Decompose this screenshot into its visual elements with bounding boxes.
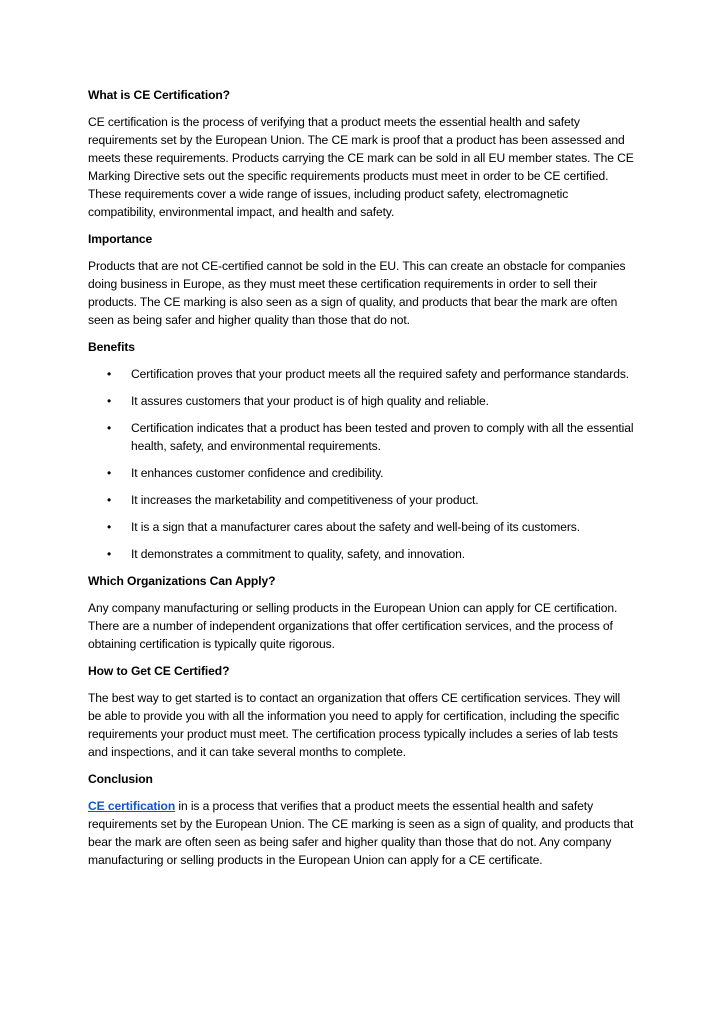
heading-which-organizations-can-apply: Which Organizations Can Apply? bbox=[88, 574, 276, 588]
list-item bbox=[88, 464, 636, 482]
bullet-icon: • bbox=[107, 547, 112, 561]
ce-certification-link[interactable]: CE certification bbox=[88, 799, 176, 813]
paragraph-conclusion bbox=[88, 797, 636, 869]
paragraph-what-is-ce-certification: CE certification is the process of verifying that a product meets the essential health and safety requirements set by the European Union. The CE mark is proof that a product has been assessed and meets these requirements. Products carrying the CE mark can be sold in all EU member states. The CE Marking Directive sets out the specific requirements products must meet in order to be CE certified. These requirements cover a wide range of issues, including product safety, electromagnetic compatibility, environmental impact, and health and safety. bbox=[88, 115, 634, 219]
list-item-text: It assures customers that your product is of high quality and reliable. bbox=[131, 394, 489, 408]
list-item bbox=[88, 365, 636, 383]
paragraph-how-to-get-ce-certified: The best way to get started is to contact an organization that offers CE certification services. They will be able to provide you with all the information you need to apply for certification, including the specific requirements your product must meet. The certification process typically includes a series of lab tests and inspections, and it can take several months to complete. bbox=[88, 691, 621, 759]
heading-how-to-get-ce-certified: How to Get CE Certified? bbox=[88, 664, 230, 678]
bullet-icon: • bbox=[107, 520, 112, 534]
list-item-text: It enhances customer confidence and credibility. bbox=[131, 466, 384, 480]
heading-conclusion: Conclusion bbox=[88, 772, 153, 786]
benefits-list bbox=[88, 365, 636, 563]
conclusion-text: in is a process that verifies that a product meets the essential health and safety requirements set by the European Union. The CE marking is seen as a sign of quality, and products that bear the mark are often seen as being safer and higher quality than those that do not. Any company manufacturing or selling products in the European Union can apply for a CE certificate. bbox=[88, 799, 634, 867]
heading-importance: Importance bbox=[88, 232, 153, 246]
bullet-icon: • bbox=[107, 367, 112, 381]
list-item bbox=[88, 419, 636, 455]
bullet-icon: • bbox=[107, 466, 112, 480]
list-item bbox=[88, 491, 636, 509]
heading-benefits: Benefits bbox=[88, 340, 135, 354]
bullet-icon: • bbox=[107, 394, 112, 408]
heading-what-is-ce-certification: What is CE Certification? bbox=[88, 88, 230, 102]
list-item-text: It increases the marketability and competitiveness of your product. bbox=[131, 493, 479, 507]
paragraph-which-organizations-can-apply: Any company manufacturing or selling products in the European Union can apply for CE certification. There are a number of independent organizations that offer certification services, and the process of obtaining certification is typically quite rigorous. bbox=[88, 601, 618, 651]
paragraph-importance: Products that are not CE-certified cannot be sold in the EU. This can create an obstacle for companies doing business in Europe, as they must meet these certification requirements in order to sell their products. The CE marking is also seen as a sign of quality, and products that bear the mark are often seen as being safer and higher quality than those that do not. bbox=[88, 259, 626, 327]
list-item-text: It demonstrates a commitment to quality, safety, and innovation. bbox=[131, 547, 465, 561]
list-item bbox=[88, 392, 636, 410]
list-item bbox=[88, 545, 636, 563]
list-item-text: Certification indicates that a product has been tested and proven to comply with all the essential health, safety, and environmental requirements. bbox=[131, 421, 634, 453]
list-item bbox=[88, 518, 636, 536]
bullet-icon: • bbox=[107, 421, 112, 435]
document-content bbox=[88, 86, 636, 878]
bullet-icon: • bbox=[107, 493, 112, 507]
list-item-text: Certification proves that your product meets all the required safety and performance standards. bbox=[131, 367, 630, 381]
list-item-text: It is a sign that a manufacturer cares about the safety and well-being of its customers. bbox=[131, 520, 580, 534]
